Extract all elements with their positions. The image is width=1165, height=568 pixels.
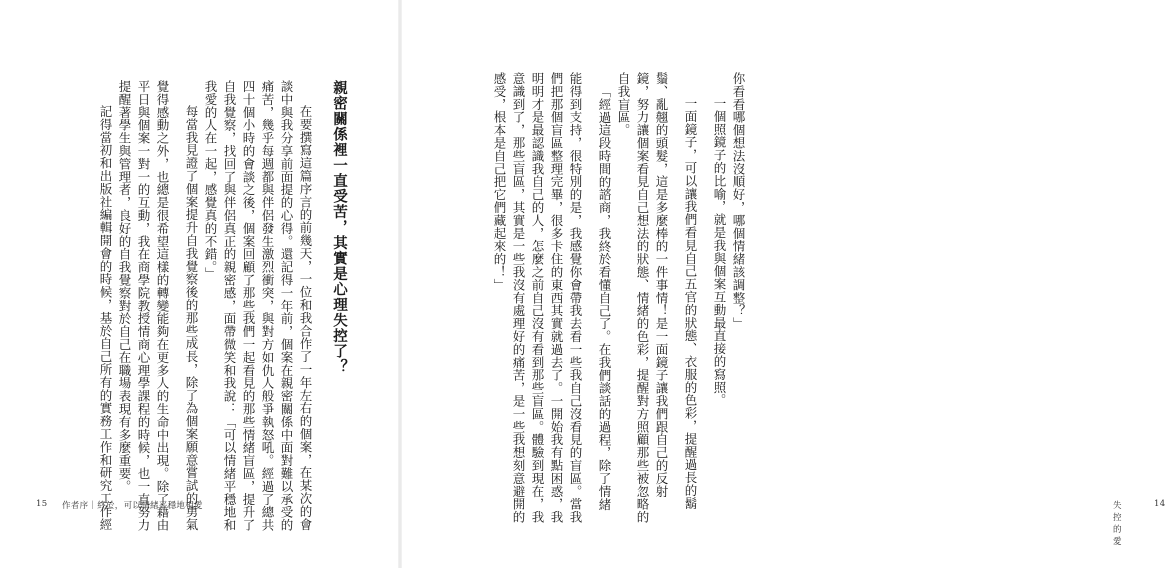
page-number: 14 [1154,499,1165,509]
running-title: 失控的愛 [1113,501,1122,547]
running-title: 作者序｜終於，可以情緒平穩地相愛 [62,501,203,511]
body-line: 們把那個盲區整理完畢，很多卡住的東西其實就過去了。一開始我有點困惑，我 [549,72,564,524]
body-line: 提醒著學生與管理者，良好的自我覺察對於自己在職場表現有多麼重要。 [117,80,132,493]
body-line: 四十個小時的會談之後，個案回顧了那些我們一起看見的那些情緒盲區，提升了 [241,80,256,532]
body-line: 鬚、亂翹的頭髮，這是多麼棒的一件事情！是一面鏡子讓我們跟自己的反射 [654,72,669,498]
body-line: 平日與個案一對一的互動，我在商學院教授情商心理學課程的時候，也一直努力 [136,80,151,532]
body-line: 自我盲區。 [616,72,631,137]
body-line: 一面鏡子，可以讓我們看見自己五官的狀態、衣服的色彩，提醒過長的鬍 [683,97,698,510]
right-page [400,0,1165,568]
body-line: 覺得感動之外，也總是很希望這樣的轉變能夠在更多人的生命中出現。除了藉由 [155,80,170,532]
page-number: 15 [36,499,48,509]
body-line: 自我覺察，找回了與伴侶真正的親密感，面帶微笑和我說：「可以情緒平穩地和 [222,80,237,532]
section-heading: 親密關係裡一直受苦，其實是心理失控了？ [331,80,347,375]
body-line: 鏡，努力讓個案看見自己想法的狀態、情緒的色彩，提醒對方照顧那些被忽略的 [635,72,650,524]
body-line: 記得當初和出版社編輯開會的時候，基於自己所有的實務工作和研究工作經 [98,105,113,531]
left-page [0,0,400,568]
body-line: 一個照鏡子的比喻，就是我與個案互動最直接的寫照。 [712,97,727,407]
body-line: 「經過這段時間的諮商，我終於看懂自己了。在我們談話的過程，除了情緒 [597,84,612,511]
body-line: 我愛的人在一起，感覺真的不錯。」 [203,80,218,281]
body-line: 談中與我分享前面提的心得。還記得一年前，個案在親密關係中面對難以承受的 [279,80,294,532]
body-line: 感受，根本是自己把它們藏起來的！」 [492,72,507,292]
right-page-body [490,72,748,524]
body-line: 明明才是最認識我自己的人，怎麼之前自己沒有看到那些盲區。體驗到現在，我 [530,72,545,524]
body-line: 意識到了，那些盲區，其實是一些我沒有處理好的痛苦，是一些我想刻意避開的 [511,72,526,524]
body-line: 能得到支持，很特別的是，我感覺你會帶我去看一些我自己沒看見的盲區。當我 [568,72,583,524]
body-line: 你看看哪個想法沒順好，哪個情緒該調整？」 [731,72,746,330]
body-line: 每當我見證了個案提升自我覺察後的那些成長，除了為個案願意嘗試的勇氣 [184,105,199,531]
body-line: 在要撰寫這篇序言的前幾天，一位和我合作了一年左右的個案，在某次的會 [298,105,313,531]
body-line: 痛苦，幾乎每週都與伴侶發生激烈衝突，與對方如仇人般爭執怒吼。經過了總共 [260,80,275,532]
